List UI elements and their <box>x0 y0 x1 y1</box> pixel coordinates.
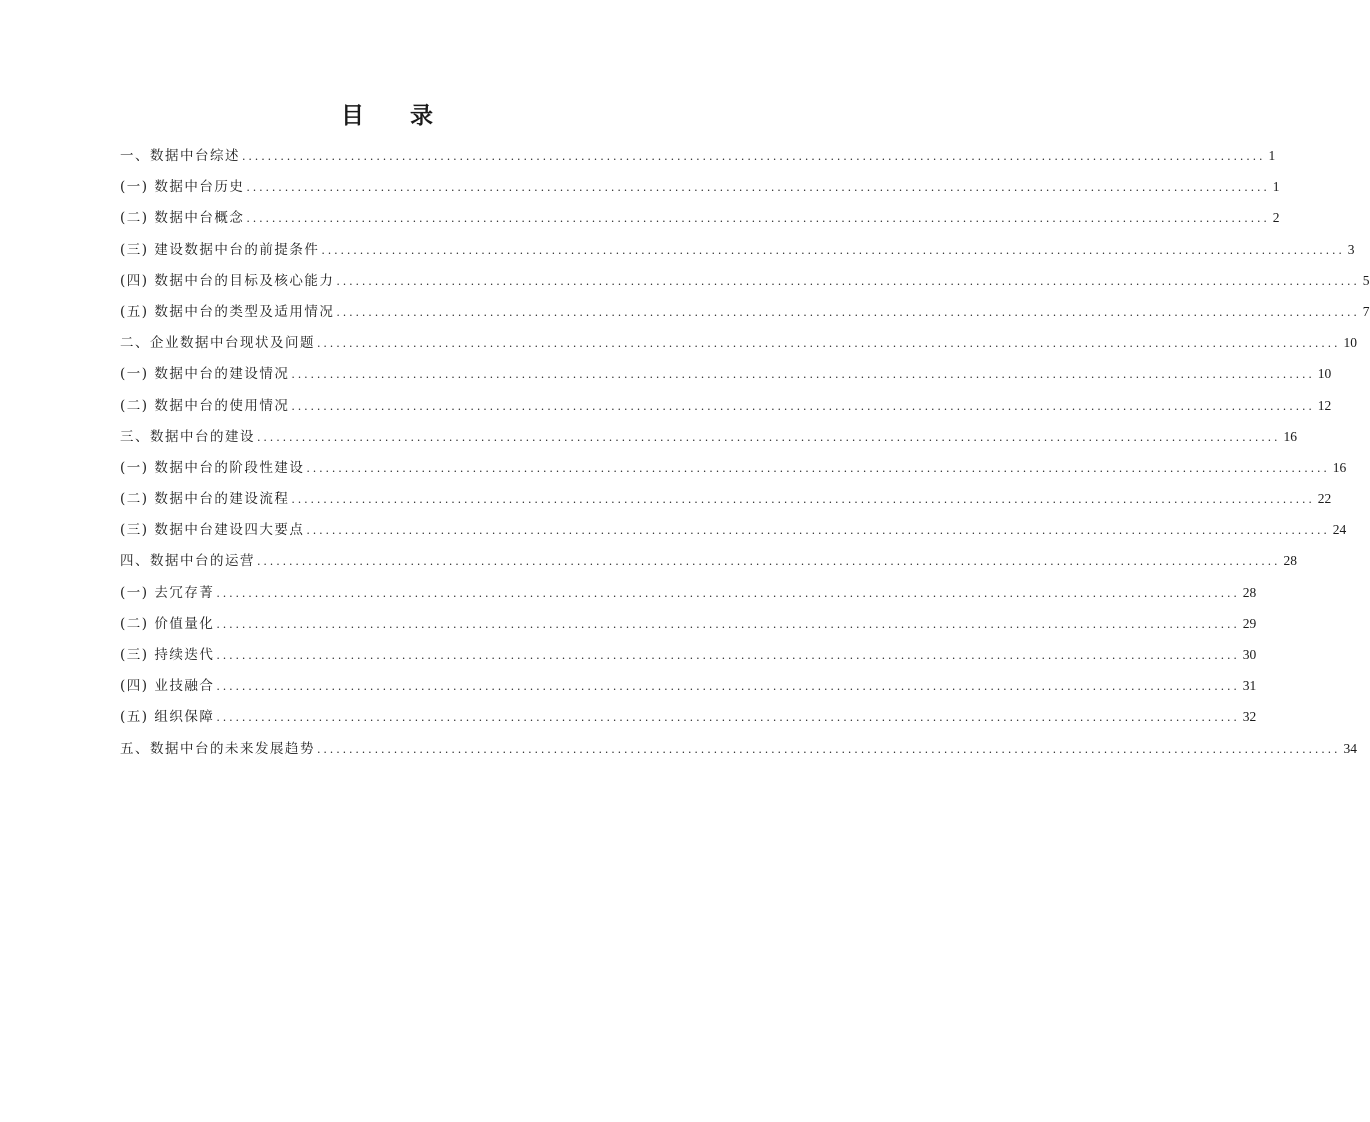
toc-entry-page: 16 <box>1332 459 1347 475</box>
toc-entry-page: 24 <box>1332 522 1347 538</box>
toc-entry-label: (三) 数据中台建设四大要点 <box>120 522 305 539</box>
toc-entry-page: 12 <box>1317 397 1332 413</box>
toc-entry[interactable] <box>120 577 1257 608</box>
dot-leader: ................................................................................................................................................................ <box>336 274 1360 288</box>
toc-entry-page: 7 <box>1362 303 1370 319</box>
toc-entry[interactable] <box>120 608 1257 639</box>
toc-entry-label: (二) 数据中台的使用情况 <box>120 397 290 414</box>
toc-entry[interactable] <box>120 390 1332 421</box>
toc-entry-label: (四) 数据中台的目标及核心能力 <box>120 272 335 289</box>
toc-entry-page: 1 <box>1272 179 1280 195</box>
dot-leader: ................................................................................................................................................................ <box>291 399 1315 413</box>
toc-entry-page: 16 <box>1283 428 1297 444</box>
toc-entry[interactable] <box>120 514 1347 545</box>
toc-entry-page: 32 <box>1242 709 1257 725</box>
toc-entry[interactable] <box>120 452 1347 483</box>
toc-entry-label: (一) 数据中台的建设情况 <box>120 366 290 383</box>
dot-leader: ................................................................................................................................................................ <box>246 181 1270 195</box>
toc-entry-page: 2 <box>1272 210 1280 226</box>
dot-leader: ................................................................................................................................................................ <box>216 680 1240 694</box>
toc-entry-label: (二) 价值量化 <box>120 615 215 632</box>
dot-leader: ................................................................................................................................................................ <box>336 305 1360 319</box>
dot-leader: ................................................................................................................................................................ <box>216 617 1240 631</box>
dot-leader: ................................................................................................................................................................ <box>242 150 1266 163</box>
toc-entry[interactable] <box>120 421 1297 452</box>
toc-entry[interactable] <box>120 733 1357 764</box>
toc-entry[interactable] <box>120 202 1280 233</box>
toc-entry-label: (一) 去冗存菁 <box>120 584 215 601</box>
toc-entry[interactable] <box>120 358 1332 389</box>
toc-entry-label: (一) 数据中台的阶段性建设 <box>120 459 305 476</box>
toc-entry-label: (二) 数据中台概念 <box>120 210 245 227</box>
dot-leader: ................................................................................................................................................................ <box>306 524 1330 538</box>
dot-leader: ................................................................................................................................................................ <box>317 337 1341 351</box>
dot-leader: ................................................................................................................................................................ <box>257 555 1281 569</box>
dot-leader: ................................................................................................................................................................ <box>246 212 1270 226</box>
toc-entry[interactable] <box>120 639 1257 670</box>
toc-entry-label: (五) 数据中台的类型及适用情况 <box>120 303 335 320</box>
toc-entry-page: 22 <box>1317 491 1332 507</box>
dot-leader: ................................................................................................................................................................ <box>291 368 1315 382</box>
toc-entry-label: (二) 数据中台的建设流程 <box>120 491 290 508</box>
toc-entry[interactable] <box>120 545 1297 576</box>
toc-entry-label: 五、数据中台的未来发展趋势 <box>120 740 315 757</box>
toc-entry[interactable] <box>120 140 1276 171</box>
toc-entry[interactable] <box>120 701 1257 732</box>
toc-entry-label: (五) 组织保障 <box>120 709 215 726</box>
toc-entry-page: 31 <box>1242 678 1257 694</box>
toc-entry-label: (三) 持续迭代 <box>120 647 215 663</box>
dot-leader: ................................................................................................................................................................ <box>317 742 1341 756</box>
toc-entry[interactable] <box>120 234 1355 265</box>
dot-leader: ................................................................................................................................................................ <box>257 430 1281 444</box>
toc-entry-label: 二、企业数据中台现状及问题 <box>120 335 315 352</box>
toc-entry-page: 34 <box>1343 740 1357 756</box>
dot-leader: ................................................................................................................................................................ <box>216 711 1240 725</box>
dot-leader: ................................................................................................................................................................ <box>216 649 1240 662</box>
toc-entry[interactable] <box>120 483 1332 514</box>
table-of-contents <box>120 140 1370 764</box>
toc-entry-page: 28 <box>1283 553 1297 569</box>
toc-entry-page: 1 <box>1268 148 1276 163</box>
toc-entry-page: 30 <box>1242 647 1257 662</box>
toc-entry-page: 10 <box>1343 335 1357 351</box>
dot-leader: ................................................................................................................................................................ <box>321 243 1345 257</box>
toc-entry-label: (三) 建设数据中台的前提条件 <box>120 241 320 258</box>
toc-entry-label: (四) 业技融合 <box>120 678 215 695</box>
toc-entry-label: 四、数据中台的运营 <box>120 553 255 570</box>
toc-entry-page: 28 <box>1242 584 1257 600</box>
dot-leader: ................................................................................................................................................................ <box>306 461 1330 475</box>
toc-entry[interactable] <box>120 171 1280 202</box>
toc-entry-page: 10 <box>1317 366 1332 382</box>
toc-entry[interactable] <box>120 327 1357 358</box>
toc-entry[interactable] <box>120 670 1257 701</box>
toc-entry[interactable] <box>120 265 1370 296</box>
page-title: 目 录 <box>340 103 452 129</box>
toc-entry-page: 3 <box>1347 241 1355 257</box>
toc-entry-label: 一、数据中台综述 <box>120 148 240 164</box>
dot-leader: ................................................................................................................................................................ <box>216 586 1240 600</box>
toc-entry-label: (一) 数据中台历史 <box>120 179 245 196</box>
dot-leader: ................................................................................................................................................................ <box>291 493 1315 507</box>
toc-entry-page: 5 <box>1362 272 1370 288</box>
toc-entry-label: 三、数据中台的建设 <box>120 428 255 445</box>
toc-entry-page: 29 <box>1242 615 1257 631</box>
toc-entry[interactable] <box>120 296 1370 327</box>
